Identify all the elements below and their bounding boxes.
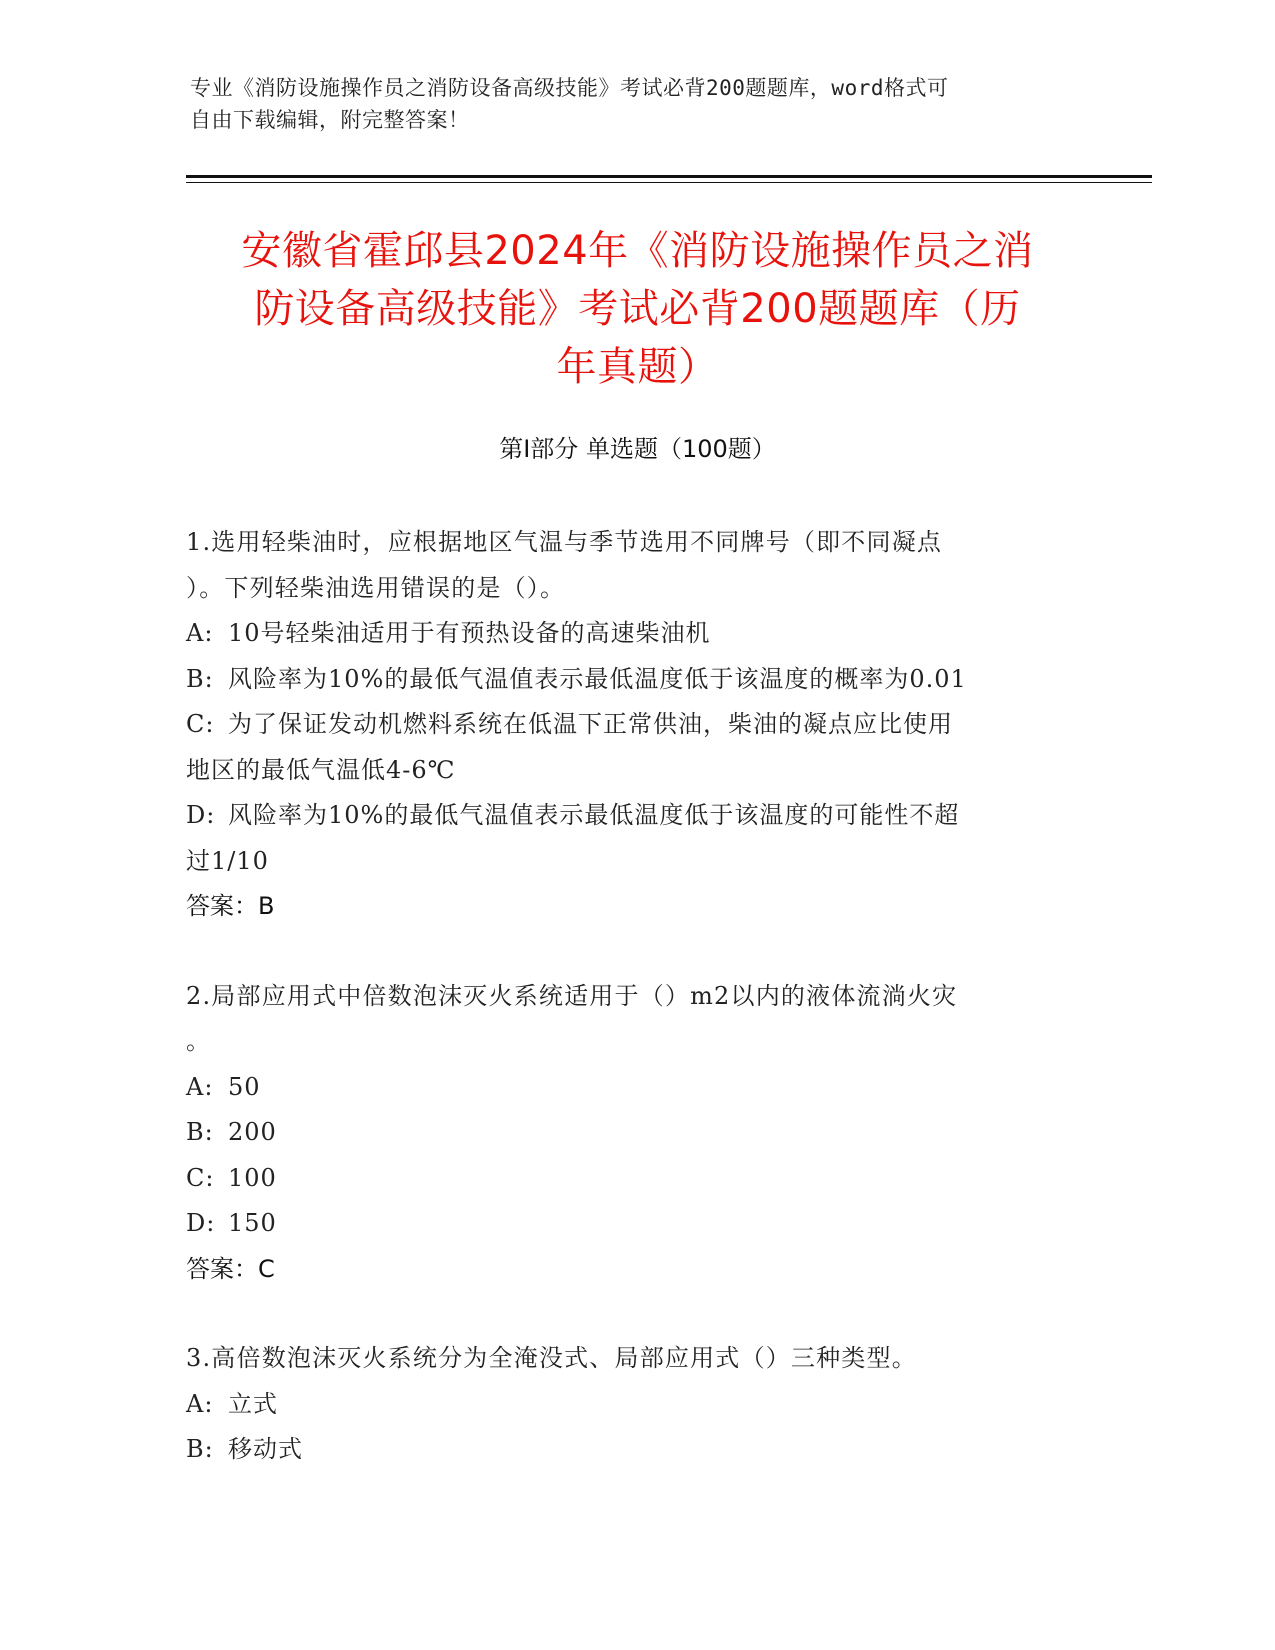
option-key: B:	[186, 664, 214, 693]
option-line	[186, 1065, 1086, 1111]
option-key: C:	[186, 710, 215, 738]
option-line	[186, 1382, 1086, 1428]
option-text: 立式	[228, 1389, 278, 1418]
section-heading: 第Ⅰ部分 单选题（100题）	[499, 435, 776, 463]
option-text: 100	[228, 1163, 277, 1192]
option-text: 50	[228, 1072, 261, 1101]
option-key: A:	[186, 1072, 214, 1101]
title-line: 防设备高级技能》考试必背200题题库（历	[254, 286, 1021, 332]
option-key: A:	[186, 1389, 214, 1418]
header-note	[190, 72, 1070, 136]
question-stem-line: 1.选用轻柴油时，应根据地区气温与季节选用不同牌号（即不同凝点	[186, 528, 943, 556]
option-key: D:	[186, 801, 216, 829]
question-list	[186, 520, 1086, 1517]
question-stem-line: 2.局部应用式中倍数泡沫灭火系统适用于（）m2以内的液体流淌火灾	[186, 981, 958, 1010]
question-stem-line: 。	[186, 1027, 212, 1055]
option-text: 200	[228, 1118, 277, 1146]
header-rule-thin	[186, 182, 1152, 183]
option-line	[186, 702, 1086, 748]
option-line	[186, 1156, 1086, 1202]
option-line: 地区的最低气温低4-6℃	[186, 755, 456, 784]
option-line	[186, 1427, 1086, 1473]
option-line: 过1/10	[186, 846, 269, 875]
option-key: B:	[186, 1435, 214, 1463]
question-item	[186, 520, 1086, 930]
option-text: 为了保证发动机燃料系统在低温下正常供油，柴油的凝点应比使用	[228, 710, 953, 738]
question-stem-line: ）。下列轻柴油选用错误的是（）。	[186, 573, 566, 602]
option-key: C:	[186, 1163, 215, 1192]
option-line	[186, 657, 1086, 703]
option-line	[186, 1201, 1086, 1247]
option-key: A:	[186, 619, 214, 647]
option-line	[186, 1110, 1086, 1156]
option-text: 风险率为10%的最低气温值表示最低温度低于该温度的可能性不超	[228, 801, 960, 829]
option-line	[186, 611, 1086, 657]
title-line: 安徽省霍邱县2024年《消防设施操作员之消	[241, 228, 1034, 274]
option-text: 移动式	[228, 1435, 303, 1463]
question-item	[186, 1336, 1086, 1473]
option-key: B:	[186, 1118, 214, 1146]
question-item	[186, 974, 1086, 1293]
title-line: 年真题）	[556, 344, 719, 390]
question-stem-line: 3.高倍数泡沫灭火系统分为全淹没式、局部应用式（）三种类型。	[186, 1344, 917, 1372]
header-rule-thick	[186, 175, 1152, 178]
option-text: 10号轻柴油适用于有预热设备的高速柴油机	[228, 619, 711, 647]
document-title	[160, 222, 1115, 396]
header-note-line: 专业《消防设施操作员之消防设备高级技能》考试必背200题题库，word格式可	[190, 76, 949, 100]
option-line	[186, 793, 1086, 839]
answer-line: 答案：B	[186, 892, 275, 920]
option-key: D:	[186, 1209, 216, 1237]
header-note-line: 自由下载编辑，附完整答案！	[190, 108, 470, 132]
option-text: 风险率为10%的最低气温值表示最低温度低于该温度的概率为0.01	[228, 664, 967, 693]
answer-line: 答案：C	[186, 1254, 275, 1283]
option-text: 150	[228, 1209, 277, 1237]
